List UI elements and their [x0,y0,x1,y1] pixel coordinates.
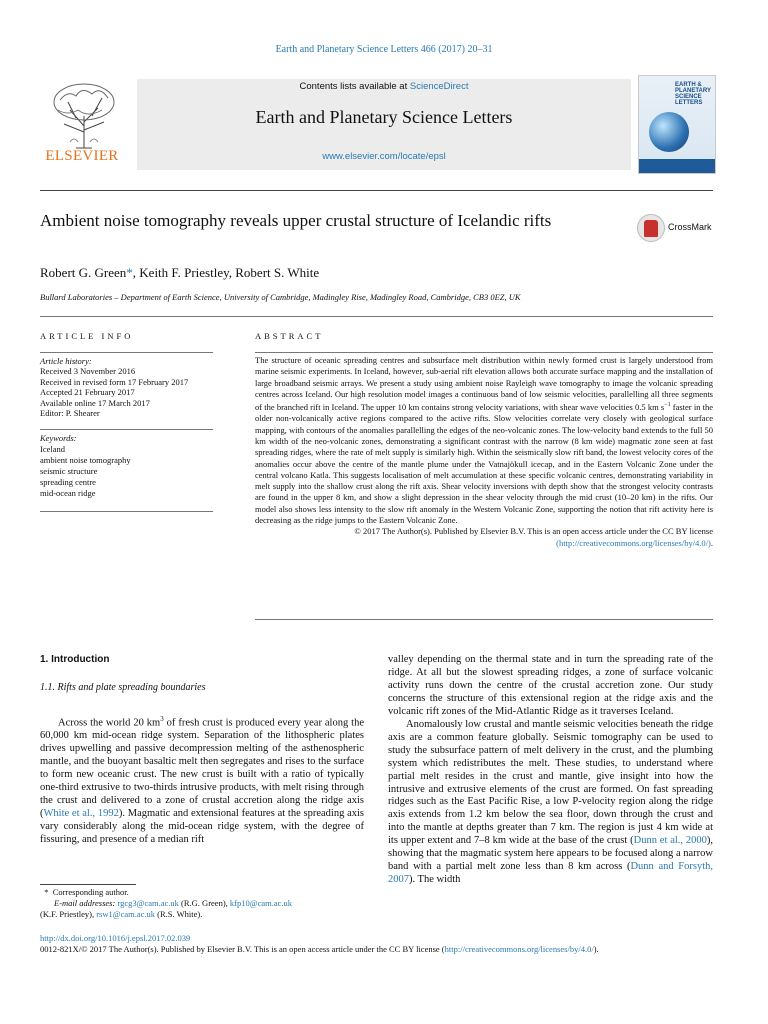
title-divider [40,316,713,317]
history-item: Received 3 November 2016 [40,366,136,377]
body-paragraph: valley depending on the thermal state and in turn the spreading rate of the ridge. At all but the slowest spreading ridges, a zone of surface volcanic activity runs down the centre of the crustal accretion zone. Our study concerns the structure of this extensional region at the ridge axis and the volcanic rift zones of the Mid-Atlantic Ridge as it traverses Iceland. [388,654,713,717]
license-line [40,944,730,954]
keyword-item: seismic structure [40,466,98,476]
abstract-heading: ABSTRACT [255,331,324,341]
citation-link[interactable]: Dunn et al., 2000 [633,835,707,847]
email-owner: (R.S. White). [155,908,203,919]
cc-license-link[interactable]: (http://creativecommons.org/licenses/by/4.0/) [556,537,711,548]
paragraph-text: Anomalously low crustal and mantle seismic velocities beneath the ridge axis are a common feature globally. Seismic tomography can be used to study the subsurface pattern of melt delivery in the crust, and the plumbing system which redistributes the melt. These studies, to understand where partial melt resides in the crust and mantle, give insight into how the intrusive and extrusive elements of the crust are formed. On fast spreading ridges such as the East Pacific Rise, a low P-velocity region along the ridge axis extends from 1.2 km below the sea floor, down through the crust and into the mantle at depths greater than 7 km. The region is just 4 km wide at its upper extent and 7–8 km wide at the base of the crust ( [388,718,713,847]
journal-cover-thumbnail[interactable] [638,75,716,174]
footnote-corresponding [40,887,370,898]
doi-link[interactable]: http://dx.doi.org/10.1016/j.epsl.2017.02.039 [40,933,191,943]
info-divider [40,511,213,512]
keyword-item: mid-ocean ridge [40,488,96,498]
superscript: 3 [160,714,164,723]
body-paragraph [40,713,364,847]
article-history [40,356,213,418]
section-heading: 1. Introduction [40,654,110,665]
bookmark-icon [644,220,658,237]
abstract-divider [255,352,713,353]
footnote [40,887,370,919]
abstract-copyright [255,526,713,549]
email-owner: (R.G. Green), [178,897,230,908]
crossmark-icon [637,214,665,242]
info-divider [40,352,213,353]
paragraph-text: of fresh crust is produced every year along the 60,000 km mid-ocean ridge system. Separation of the lithospheric plates drives upwelling and passive decompression melting of the asthenospheric mantle, and the buoyant basaltic melt then segregates and rises to the surface to form new oceanic crust. The new crust is built with a ratio of typically one-third extrusive to two-thirds intrusive products, with melt rising through the crust and delivered to a zone of crustal accretion along the ridge axis ( [40,717,364,820]
keyword-item: spreading centre [40,477,96,487]
crossmark-button[interactable] [637,214,717,244]
abstract-text [255,355,713,549]
subsection-heading: 1.1. Rifts and plate spreading boundaries [40,681,206,693]
footnote-divider [40,884,136,885]
abstract-text-part: faster in the older non-volcanically active regions compared to the active rifts. Slow velocities correlate very closely with geological surface mapping, with contours of the anomalies parallelling the edges of the neo-volcanic zones. The low-velocity band extends to the full 50 km width of the neo-volcanic zones, demonstrating a significant contrast with the narrow (8 km wide) magmatic zone seen at fast spreading ridges, where the rate of melt supply is similarly high. Within the seismically slow rift band, the lowest velocity cores of the anomalies occur above the centre of the mantle plume under the Vatnajökull icecap, and in the Eastern Volcanic Zone under the central volcano Katla. This suggests localisation of melt accumulation at these specific volcanic centres, demonstrating variability in melt supply into the shallow crust along the rift axis. Shear velocity inversions with depth show that the strongest velocity contrasts are found in the upper 8 km, and show a slight depression in the shear velocity through the mid crust (10–20 km) in the rifts. Our model also shows less intensity to the slow rift anomaly in the Western Volcanic Zone, supporting the notion that rift activity here is decreasing as the ridge jumps to the Eastern Volcanic Zone. [255,402,714,525]
citation-link[interactable]: Dunn and Forsyth, 2007 [388,861,713,886]
author-names: , Keith F. Priestley, Robert S. White [132,265,320,280]
crossmark-label: CrossMark [668,222,712,232]
keyword-item: Iceland [40,444,66,454]
email-link[interactable]: rsw1@cam.ac.uk [96,908,156,919]
globe-icon [649,112,689,152]
contents-prefix: Contents lists available at [299,81,410,92]
license-end: ). [593,944,599,954]
email-owner: (K.F. Priestley), [40,908,97,919]
info-divider [40,429,213,430]
contents-available-line [137,81,631,92]
copyright-text: © 2017 The Author(s). Published by Elsevier B.V. This is an open access article under the CC BY license [354,526,713,537]
corresponding-label: Corresponding author. [52,887,129,897]
cc-license-link[interactable]: http://creativecommons.org/licenses/by/4.0/ [444,944,594,954]
email-label: E-mail addresses: [54,897,116,908]
cover-title: EARTH & PLANETARY SCIENCE LETTERS [675,82,711,106]
history-item: Editor: P. Shearer [40,408,100,419]
abstract-bottom-divider [255,619,713,620]
journal-homepage-link[interactable]: www.elsevier.com/locate/epsl [322,151,446,162]
journal-header-banner [137,79,631,170]
abstract-superscript: −1 [664,402,671,409]
body-column-right [388,654,713,887]
article-title: Ambient noise tomography reveals upper crustal structure of Icelandic rifts [40,211,552,230]
corresponding-author-link[interactable]: * [126,265,133,280]
header-divider [40,190,713,191]
publisher-name: ELSEVIER [45,148,119,164]
author-list [40,265,319,281]
paragraph-text: ). Magmatic and extensional features at the spreading axis vary considerably along the mid-ocean ridge system, with the degree of fissuring, and presence of a median rift [40,808,364,845]
history-item: Accepted 21 February 2017 [40,387,135,398]
author-affiliation: Bullard Laboratories – Department of Earth Science, University of Cambridge, Madingley Rise, Madingley Road, Cambridge, CB3 0EZ, UK [40,292,521,302]
keywords-list [40,433,213,499]
license-text: 0012-821X/© 2017 The Author(s). Published by Elsevier B.V. This is an open access article under the CC BY license ( [40,944,445,954]
email-link[interactable]: kfp10@cam.ac.uk [229,897,293,908]
keywords-label: Keywords: [40,433,77,443]
citation-link[interactable]: White et al., 1992 [43,808,119,820]
cover-bar [639,159,715,173]
paragraph-text: Across the world 20 km [58,717,161,729]
abstract-paragraph [255,355,713,526]
history-item: Available online 17 March 2017 [40,397,150,408]
abstract-text-part: The structure of oceanic spreading centres and subsurface melt distribution within newly formed crust is largely understood from marine seismic experiments. In Iceland, however, sub-aerial rift elevation allows both accurate surface mapping and the installation of large broadband seismic arrays. We present a study using ambient noise Rayleigh wave tomography to image the volcanic spreading centres across Iceland. Our high resolution model images a continuous band of low seismic velocities, parallelling all three segments of the branched rift in Iceland. The upper 10 km contains strong velocity variations, with shear wave velocities 0.5 km s [255,355,713,413]
paragraph-text: ), showing that the magmatic system here appears to be focused along a narrow band with a partial melt zone less than 8 km across ( [388,835,713,873]
footnote-emails-cont [40,909,370,920]
journal-reference-link[interactable]: Earth and Planetary Science Letters 466 (2017) 20–31 [275,44,493,55]
body-paragraph [388,719,713,887]
journal-title: Earth and Planetary Science Letters [255,107,513,127]
history-label: Article history: [40,356,92,366]
paragraph-text: ). The width [409,874,461,886]
body-column-left [40,654,364,847]
history-item: Received in revised form 17 February 2017 [40,376,189,387]
article-info-heading: ARTICLE INFO [40,331,134,341]
sciencedirect-link[interactable]: ScienceDirect [409,81,469,92]
keyword-item: ambient noise tomography [40,455,131,465]
license-end: . [710,537,713,548]
email-link[interactable]: rgcg3@cam.ac.uk [117,897,179,908]
footnote-mark: * [44,887,49,897]
author-name: Robert G. Green [40,265,127,280]
footnote-emails [40,898,370,909]
